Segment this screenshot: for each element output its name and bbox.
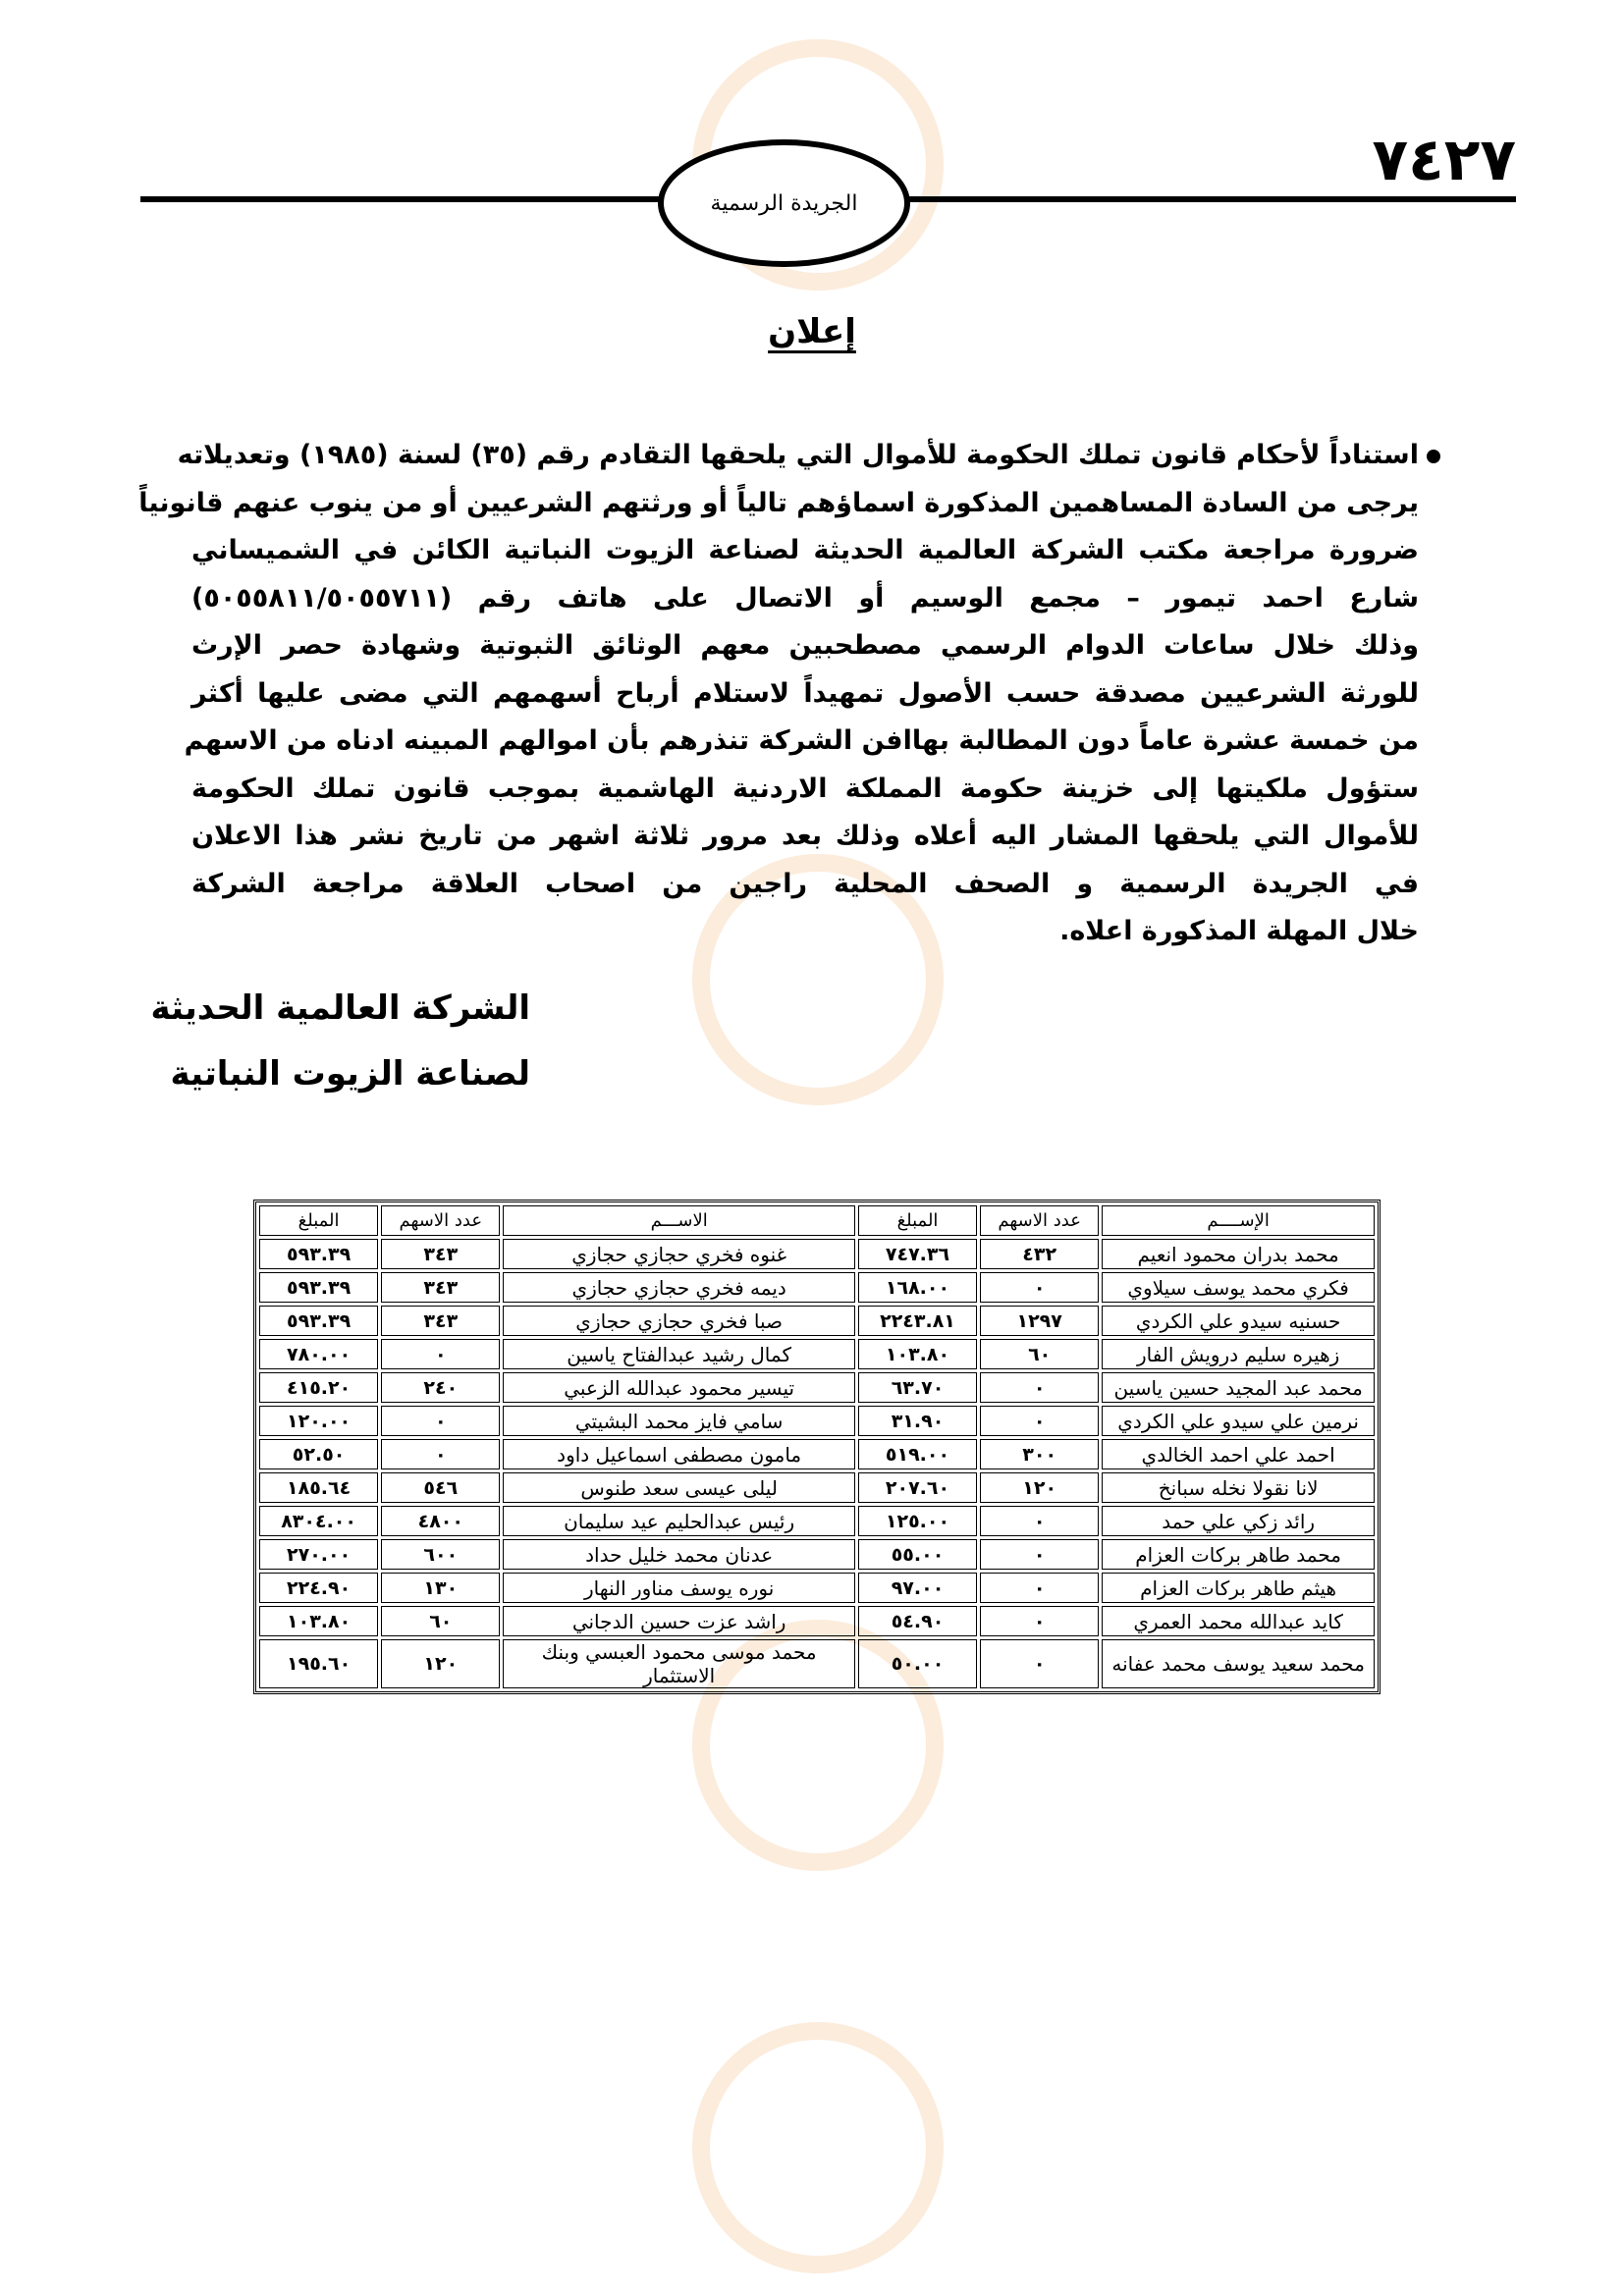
amount: ١٠٣.٨٠ bbox=[259, 1606, 378, 1636]
shareholder-name: رئيس عبدالحليم عيد سليمان bbox=[503, 1506, 855, 1536]
amount: ١٢٥.٠٠ bbox=[858, 1506, 977, 1536]
shareholder-name: رائد زكي علي حمد bbox=[1102, 1506, 1375, 1536]
shareholder-name: عدنان محمد خليل حداد bbox=[503, 1539, 855, 1570]
table-row bbox=[259, 1339, 1375, 1369]
shareholder-name: صبا فخري حجازي حجازي bbox=[503, 1306, 855, 1336]
amount: ٥٩٣.٣٩ bbox=[259, 1239, 378, 1269]
shareholder-name: زهيره سليم درويش الفار bbox=[1102, 1339, 1375, 1369]
col-shares: عدد الاسهم bbox=[381, 1205, 500, 1236]
table-header-row bbox=[259, 1205, 1375, 1236]
share-count: ٠ bbox=[980, 1372, 1099, 1403]
shareholder-name: سامي فايز محمد البشيتي bbox=[503, 1406, 855, 1436]
table-row bbox=[259, 1239, 1375, 1269]
body-line: من خمسة عشرة عاماً دون المطالبة بهاافن الشركة تنذرهم بأن اموالهم المبينه ادناه من الاسهم bbox=[184, 725, 1419, 756]
shareholder-name: محمد طاهر بركات العزام bbox=[1102, 1539, 1375, 1570]
share-count: ٣٤٣ bbox=[381, 1239, 500, 1269]
amount: ٥٤.٩٠ bbox=[858, 1606, 977, 1636]
shareholder-name: نوره يوسف مناور النهار bbox=[503, 1573, 855, 1603]
table-row bbox=[259, 1439, 1375, 1469]
table-row bbox=[259, 1306, 1375, 1336]
body-line: شارع احمد تيمور – مجمع الوسيم أو الاتصال على هاتف رقم (٥٠٥٥٨١١/٥٠٥٥٧١١) bbox=[191, 582, 1419, 614]
announcement-body bbox=[138, 432, 1419, 956]
share-count: ٤٨٠٠ bbox=[381, 1506, 500, 1536]
shareholder-name: محمد موسى محمود العبسي وبنك الاستثمار bbox=[503, 1639, 855, 1688]
col-name: الإســــم bbox=[1102, 1205, 1375, 1236]
amount: ١٢٠.٠٠ bbox=[259, 1406, 378, 1436]
shareholder-name: تيسير محمود عبدالله الزعبي bbox=[503, 1372, 855, 1403]
share-count: ٤٣٢ bbox=[980, 1239, 1099, 1269]
share-count: ١٣٠ bbox=[381, 1573, 500, 1603]
page-number: ٧٤٢٧ bbox=[1372, 126, 1516, 194]
amount: ٤١٥.٢٠ bbox=[259, 1372, 378, 1403]
shareholder-name: محمد بدران محمود انعيم bbox=[1102, 1239, 1375, 1269]
shareholder-name: راشد عزت حسين الدجاني bbox=[503, 1606, 855, 1636]
company-name-line1: الشركة العالمية الحديثة bbox=[150, 988, 530, 1028]
col-shares: عدد الاسهم bbox=[980, 1205, 1099, 1236]
shareholder-name: ديمه فخري حجازي حجازي bbox=[503, 1272, 855, 1303]
share-count: ١٢٩٧ bbox=[980, 1306, 1099, 1336]
amount: ٥٢.٥٠ bbox=[259, 1439, 378, 1469]
share-count: ٦٠٠ bbox=[381, 1539, 500, 1570]
body-line: للأموال التي يلحقها المشار اليه أعلاه وذلك بعد مرور ثلاثة اشهر من تاريخ نشر هذا الاعلان bbox=[191, 821, 1419, 851]
table-row bbox=[259, 1372, 1375, 1403]
table-row bbox=[259, 1472, 1375, 1503]
gazette-name: الجريدة الرسمية bbox=[710, 190, 858, 216]
table-row bbox=[259, 1406, 1375, 1436]
amount: ٢٠٧.٦٠ bbox=[858, 1472, 977, 1503]
shareholder-name: فكري محمد يوسف سيلاوي bbox=[1102, 1272, 1375, 1303]
amount: ١٨٥.٦٤ bbox=[259, 1472, 378, 1503]
body-line: يرجى من السادة المساهمين المذكورة اسماؤهم تالياً أو ورثتهم الشرعيين أو من ينوب عنهم قانونياً bbox=[138, 487, 1419, 518]
share-count: ١٢٠ bbox=[980, 1472, 1099, 1503]
col-amount: المبلغ bbox=[259, 1205, 378, 1236]
amount: ١٠٣.٨٠ bbox=[858, 1339, 977, 1369]
table-row bbox=[259, 1639, 1375, 1688]
body-line: خلال المهلة المذكورة اعلاه. bbox=[1059, 916, 1419, 946]
share-count: ٣٠٠ bbox=[980, 1439, 1099, 1469]
amount: ٧٨٠.٠٠ bbox=[259, 1339, 378, 1369]
amount: ٥٥.٠٠ bbox=[858, 1539, 977, 1570]
shareholder-name: حسنيه سيدو علي الكردي bbox=[1102, 1306, 1375, 1336]
share-count: ٠ bbox=[980, 1406, 1099, 1436]
body-line: في الجريدة الرسمية و الصحف المحلية راجين من اصحاب العلاقة مراجعة الشركة bbox=[191, 868, 1419, 899]
announcement-title: إعلان bbox=[768, 312, 856, 351]
amount: ٩٧.٠٠ bbox=[858, 1573, 977, 1603]
share-count: ٦٠ bbox=[381, 1606, 500, 1636]
shareholder-name: محمد عبد المجيد حسين ياسين bbox=[1102, 1372, 1375, 1403]
share-count: ٢٤٠ bbox=[381, 1372, 500, 1403]
amount: ٥١٩.٠٠ bbox=[858, 1439, 977, 1469]
amount: ٥٠.٠٠ bbox=[858, 1639, 977, 1688]
table-row bbox=[259, 1539, 1375, 1570]
company-name-line2: لصناعة الزيوت النباتية bbox=[170, 1054, 530, 1094]
watermark-clock bbox=[692, 2022, 944, 2273]
body-line: ضرورة مراجعة مكتب الشركة العالمية الحديثة لصناعة الزيوت النباتية الكائن في الشميساني bbox=[191, 535, 1419, 565]
share-count: ٠ bbox=[381, 1339, 500, 1369]
body-line: ستؤول ملكيتها إلى خزينة حكومة المملكة الاردنية الهاشمية بموجب قانون تملك الحكومة bbox=[191, 773, 1419, 804]
amount: ٢٧٠.٠٠ bbox=[259, 1539, 378, 1570]
amount: ١٦٨.٠٠ bbox=[858, 1272, 977, 1303]
amount: ٦٣.٧٠ bbox=[858, 1372, 977, 1403]
amount: ١٩٥.٦٠ bbox=[259, 1639, 378, 1688]
table-row bbox=[259, 1506, 1375, 1536]
shareholder-name: احمد علي احمد الخالدي bbox=[1102, 1439, 1375, 1469]
share-count: ٣٤٣ bbox=[381, 1306, 500, 1336]
amount: ٧٤٧.٣٦ bbox=[858, 1239, 977, 1269]
shareholders-table bbox=[253, 1200, 1380, 1694]
share-count: ٣٤٣ bbox=[381, 1272, 500, 1303]
shareholder-name: لانا نقولا نخله سبانخ bbox=[1102, 1472, 1375, 1503]
share-count: ٠ bbox=[980, 1606, 1099, 1636]
shareholder-name: مامون مصطفى اسماعيل داود bbox=[503, 1439, 855, 1469]
gazette-badge bbox=[658, 139, 910, 267]
share-count: ٠ bbox=[980, 1573, 1099, 1603]
body-line: استناداً لأحكام قانون تملك الحكومة للأموال التي يلحقها التقادم رقم (٣٥) لسنة (١٩٨٥) وتعديلاته bbox=[177, 440, 1419, 470]
shareholder-name: محمد سعيد يوسف محمد عفانه bbox=[1102, 1639, 1375, 1688]
amount: ٥٩٣.٣٩ bbox=[259, 1272, 378, 1303]
share-count: ٠ bbox=[980, 1539, 1099, 1570]
table-row bbox=[259, 1573, 1375, 1603]
body-line: للورثة الشرعيين مصدقة حسب الأصول تمهيداً لاستلام أرباح أسهمهم التي مضى عليها أكثر bbox=[191, 677, 1419, 709]
table-row bbox=[259, 1272, 1375, 1303]
share-count: ٥٤٦ bbox=[381, 1472, 500, 1503]
shareholder-name: كايد عبدالله محمد العمري bbox=[1102, 1606, 1375, 1636]
amount: ٣١.٩٠ bbox=[858, 1406, 977, 1436]
shareholder-name: نرمين علي سيدو علي الكردي bbox=[1102, 1406, 1375, 1436]
shareholder-name: هيثم طاهر بركات العزام bbox=[1102, 1573, 1375, 1603]
share-count: ٦٠ bbox=[980, 1339, 1099, 1369]
share-count: ٠ bbox=[381, 1439, 500, 1469]
share-count: ٠ bbox=[980, 1272, 1099, 1303]
amount: ٥٩٣.٣٩ bbox=[259, 1306, 378, 1336]
share-count: ٠ bbox=[381, 1406, 500, 1436]
col-amount: المبلغ bbox=[858, 1205, 977, 1236]
bullet-icon bbox=[1427, 450, 1440, 463]
share-count: ١٢٠ bbox=[381, 1639, 500, 1688]
shareholder-name: كمال رشيد عبدالفتاح ياسين bbox=[503, 1339, 855, 1369]
amount: ٨٣٠٤.٠٠ bbox=[259, 1506, 378, 1536]
body-line: وذلك خلال ساعات الدوام الرسمي مصطحبين معهم الوثائق الثبوتية وشهادة حصر الإرث bbox=[191, 630, 1419, 661]
table-row bbox=[259, 1606, 1375, 1636]
shareholder-name: ليلى عيسى سعد طنوس bbox=[503, 1472, 855, 1503]
amount: ٢٢٤٣.٨١ bbox=[858, 1306, 977, 1336]
shareholder-name: غنوه فخري حجازي حجازي bbox=[503, 1239, 855, 1269]
col-name: الاســـم bbox=[503, 1205, 855, 1236]
amount: ٢٢٤.٩٠ bbox=[259, 1573, 378, 1603]
share-count: ٠ bbox=[980, 1506, 1099, 1536]
share-count: ٠ bbox=[980, 1639, 1099, 1688]
